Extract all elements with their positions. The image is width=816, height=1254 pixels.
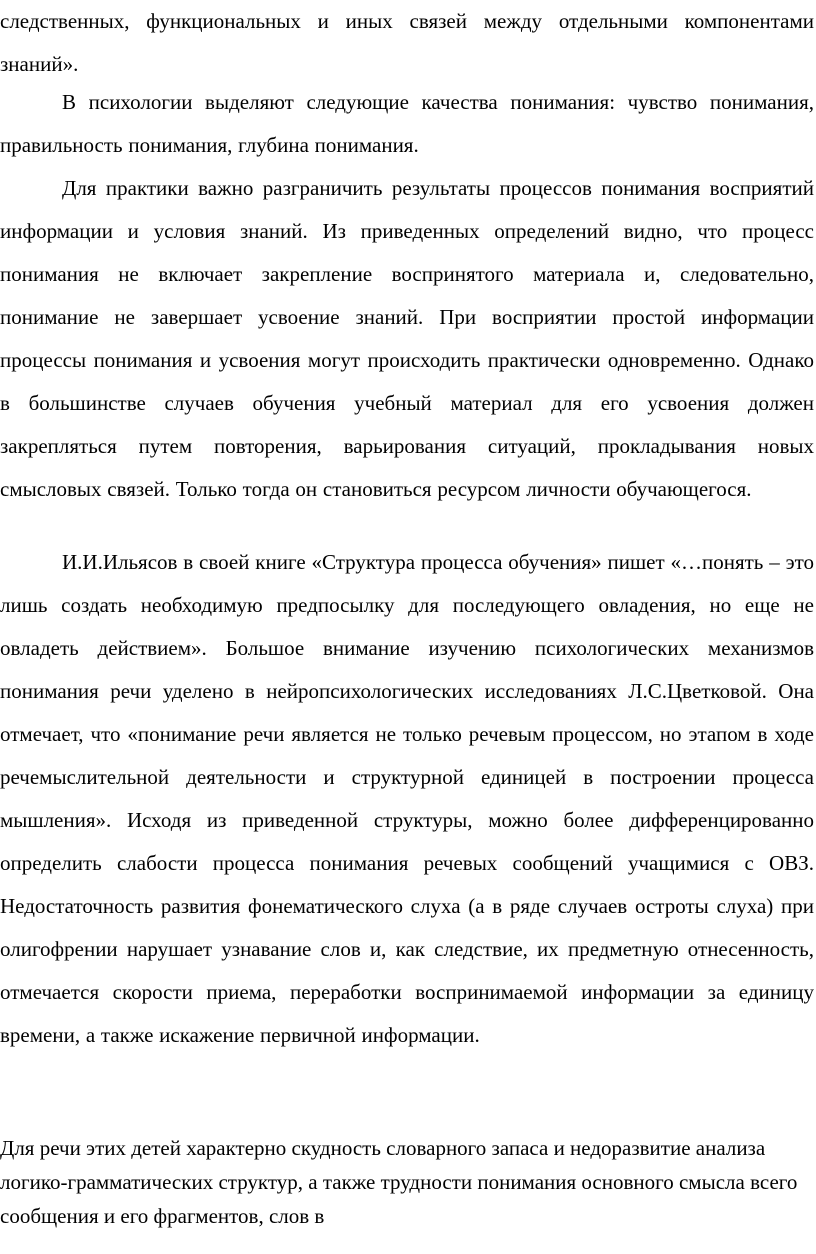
paragraph-understanding-qualities: В психологии выделяют следующие качества понимания: чувство понимания, правильность понимания, глубина понимания. — [0, 90, 814, 157]
paragraph-continuation: следственных, функциональных и иных связей между отдельными компонентами знаний». — [0, 9, 814, 76]
paragraph-ilyasov: И.И.Ильясов в своей книге «Структура процесса обучения» пишет «…понять – это лишь создать необходимую предпосылку для последующего овладения, но еще не овладеть действием». Большое внимание изучению психологических механизмов понимания речи уделено в нейропсихологических исследованиях Л.С.Цветковой. Она отмечает, что «понимание речи является не только речевым процессом, но этапом в ходе речемыслительной деятельности и структурной единицей в построении процесса мышления». Исходя из приведенной структуры, можно более дифференцированно определить слабости процесса понимания речевых сообщений учащимися с ОВЗ. Недостаточность развития фонематического слуха (а в ряде случаев остроты слуха) при олигофрении нарушает узнавание слов и, как следствие, их предметную отнесенность, отмечается скорости приема, переработки воспринимаемой информации за единицу времени, а также искажение первичной информации. — [0, 550, 814, 1047]
paragraph-speech-characteristics: Для речи этих детей характерно скудность словарного запаса и недоразвитие анализа логико-грамматических структур, а также трудности понимания основного смысла всего сообщения и его фрагментов, слов в — [0, 1136, 798, 1228]
paragraph-practice: Для практики важно разграничить результаты процессов понимания восприятий информации и условия знаний. Из приведенных определений видно, что процесс понимания не включает закрепление воспринятого материала и, следовательно, понимание не завершает усвоение знаний. При восприятии простой информации процессы понимания и усвоения могут происходить практически одновременно. Однако в большинстве случаев обучения учебный материал для его усвоения должен закрепляться путем повторения, варьирования ситуаций, прокладывания новых смысловых связей. Только тогда он становиться ресурсом личности обучающегося. — [0, 176, 814, 501]
